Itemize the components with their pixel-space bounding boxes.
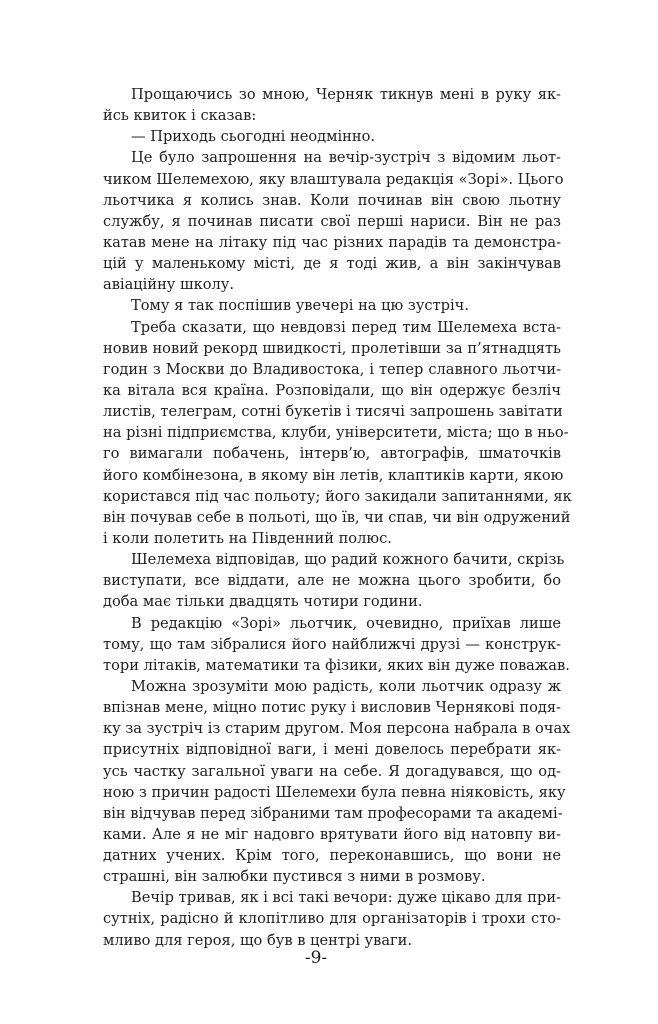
text-line: цій у маленькому місті, де я тоді жив, а він закінчував <box>103 255 561 273</box>
paragraph <box>103 147 564 295</box>
body-text <box>103 84 572 951</box>
paragraph <box>103 613 570 676</box>
text-line: го вимагали побачень, інтерв’ю, автографів, шматочків <box>103 445 561 463</box>
text-line: він відчував перед зібраними там професорами та академі- <box>103 804 563 822</box>
text-line: доба має тільки двадцять чотири години. <box>103 593 423 611</box>
text-line: катав мене на літаку під час різних парадів та демонстра- <box>103 233 561 251</box>
paragraph <box>103 676 571 887</box>
paragraph <box>103 549 565 612</box>
paragraph <box>103 84 561 126</box>
text-line: чиком Шелемехою, яку влаштувала редакція «Зорі». Цього <box>103 170 564 188</box>
text-line: Треба сказати, що невдовзі перед тим Шелемеха вста- <box>131 318 561 336</box>
text-line: — Приходь сьогодні неодмінно. <box>131 128 376 146</box>
paragraph <box>103 887 561 950</box>
text-line: присутніх відповідної ваги, і мені довелось перебрати як- <box>103 741 561 759</box>
text-line: авіаційну школу. <box>103 276 234 294</box>
paragraph <box>103 126 561 147</box>
text-line: Вечір тривав, як і всі такі вечори: дуже цікаво для при- <box>131 889 561 907</box>
text-line: ною з причин радості Шелемехи була певна ніяковість, яку <box>103 783 566 801</box>
text-line: і коли полетить на Південний полюс. <box>103 529 392 547</box>
paragraph <box>103 317 572 550</box>
paragraph <box>103 295 561 316</box>
text-line: впізнав мене, міцно потис руку і висловив Черняковi подя- <box>103 699 561 717</box>
text-line: Шелемеха відповідав, що радий кожного бачити, скрізь <box>131 551 565 569</box>
text-line: ка вітала вся країна. Розповідали, що він одержує безліч <box>103 381 561 399</box>
text-line: тори літаків, математики та фізики, яких він дуже поважав. <box>103 656 570 674</box>
text-line: його комбінезона, в якому він летів, клаптиків карти, якою <box>103 466 564 484</box>
text-line: В редакцію «Зорі» льотчик, очевидно, приїхав лише <box>131 614 561 632</box>
page-number: -9- <box>304 948 328 968</box>
text-line: Прощаючись зо мною, Черняк тикнув мені в руку як- <box>131 86 561 103</box>
text-line: годин з Москви до Владивостока, і тепер славного льотчи- <box>103 360 561 378</box>
text-line: користався під час польоту; його закидали запитаннями, як <box>103 487 572 505</box>
text-line: сутніх, радісно й клопітливо для організаторів і трохи сто- <box>103 910 561 928</box>
text-line: він почував себе в польоті, що їв, чи спав, чи він одружений <box>103 508 571 526</box>
text-line: Тому я так поспішив увечері на цю зустріч. <box>131 297 469 315</box>
text-line: на різні підприємства, клуби, університети, міста; що в ньо- <box>103 424 569 442</box>
text-line: йсь квиток і сказав: <box>103 107 257 125</box>
text-line: мливо для героя, що був в центрі уваги. <box>103 931 413 949</box>
text-line: льотчика я колись знав. Коли починав він свою льотну <box>103 191 561 209</box>
text-line: ку за зустріч із старим другом. Моя персона набрала в очах <box>103 720 571 738</box>
text-line: службу, я починав писати свої перші нариси. Він не раз <box>103 212 561 230</box>
text-line: усь частку загальної уваги на себе. Я догадувався, що од- <box>103 762 561 780</box>
text-line: виступати, все віддати, але не можна цього зробити, бо <box>103 572 561 590</box>
text-line: датних учених. Крім того, переконавшись, що вони не <box>103 847 561 865</box>
text-line: страшні, він залюбки пустився з ними в розмову. <box>103 868 486 886</box>
text-line: тому, що там зібралися його найближчі друзі — конструк- <box>103 635 561 653</box>
text-line: новив новий рекорд швидкості, пролетівши за п’ятнадцять <box>103 339 561 357</box>
text-line: Можна зрозуміти мою радість, коли льотчик одразу ж <box>131 677 561 695</box>
text-line: листів, телеграм, сотні букетів і тисячі запрошень завітати <box>103 403 563 421</box>
text-line: Це було запрошення на вечір-зустріч з відомим льот- <box>131 149 561 167</box>
text-line: ками. Але я не міг надовго врятувати його від натовпу ви- <box>103 825 561 843</box>
